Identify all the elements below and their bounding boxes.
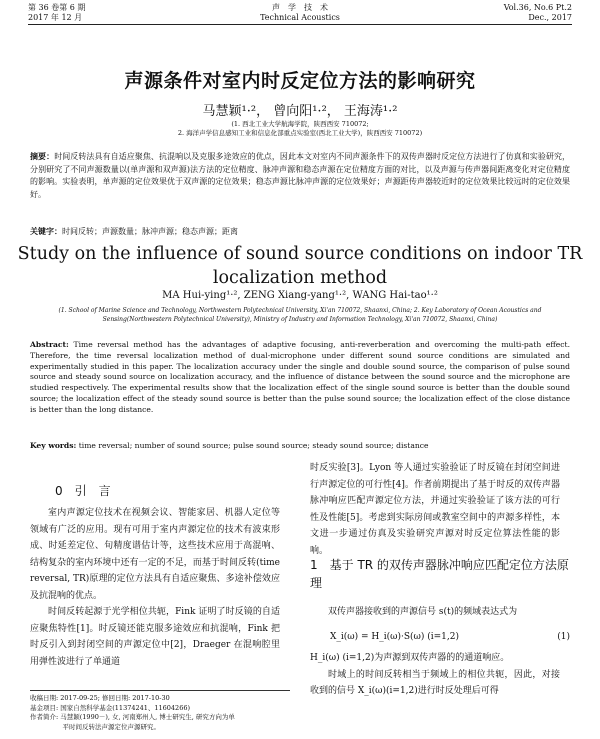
keywords-english: Key words: time reversal; number of sound source; pulse sound source; steady sound source; distance — [30, 441, 429, 450]
journal-volume-zh: 第 36 卷第 6 期 2017 年 12 月 — [28, 3, 86, 22]
title-chinese: 声源条件对室内时反定位方法的影响研究 — [124, 70, 476, 92]
abstract-chinese: 摘要：时间反转法具有自适应聚焦、抗混响以及克服多途效应的优点，因此本文对室内不同声源条件下的双传声器时反定位方法进行了仿真和实验研究，分别研究了不同声源数量以(单声源和双声源)法方法的定位精度、脉冲声源和稳态声源在定位精度方面的对比，以及声源与传声器间距离变化对定位精度的影响。实验表明，单声源的定位效果优于双声源的定位效果；稳态声源比脉冲声源的定位效果好；声源距传声器较近时的定位效果比较远时的定位效果好。 — [30, 151, 570, 199]
affiliation-english: (1. School of Marine Science and Technology, Northwestern Polytechnical University, Xi'an 710072, Shaanxi, China; 2. Key Laboratory of Ocean Acoustics and Sensing(Northwestern Polytechnical University), Ministry of Industry and Information Technology, Xi'an 710072, Shaanxi, China) — [58, 307, 542, 323]
abstract-english: Abstract: Time reversal method has the advantages of adaptive focusing, anti-reverberation and overcoming the multi-path effect. Therefore, the time reversal localization method of dual-microphone under different sound source conditions are simulated and experimentally studied in this paper. The localization accuracy under the single and double sound source, the comparison of pulse sound source and steady sound source on localization accuracy, and the influence of distance between the sound source and the microphone are studied respectively. The experimental results show that the localization effect of the single sound source is better than the double sound source; the localization effect of the steady sound source is better than the pulse sound source; the localization effect of the close distance is better than the long distance. — [30, 340, 570, 414]
paragraph: H_i(ω) (i=1,2)为声源到双传声器的的通道响应。 — [310, 653, 510, 663]
running-header — [28, 2, 572, 25]
equation-1: X_i(ω) = H_i(ω)·S(ω) (i=1,2) (1) — [330, 632, 570, 642]
paragraph: 时反实验[3]。Lyon 等人通过实验验证了时反镜在封闭空间进行声源定位的可行性[4]。作者前期提出了基于时反的双传声器脉冲响应匹配声源定位方法，并通过实验验证了该方法的可行性及性能[5]。考虑到实际房间或教室空间中的声源多样性，本文进一步通过仿真及实验研究声源对时反定位算法性能的影响。 — [310, 463, 560, 556]
section-heading-intro: 0 引 言 — [55, 484, 111, 498]
paragraph: 双传声器接收到的声源信号 s(t)的频域表达式为 — [328, 607, 518, 617]
section-heading-method: 1 基于 TR 的双传声器脉冲响应匹配定位方法原理 — [310, 558, 569, 590]
affiliation-chinese: (1. 西北工业大学航海学院，陕西西安 710072; 2. 海洋声学信息感知工业和信息化部重点实验室(西北工业大学)，陕西西安 710072) — [177, 120, 423, 137]
equation-number: (1) — [557, 632, 570, 642]
keywords-chinese: 关键字：时间反转；声源数量；脉冲声源；稳态声源；距离 — [30, 226, 238, 236]
paragraph: 时域上的时间反转相当于频域上的相位共轭，因此，对接收到的信号 X_i(ω)(i=1,2)进行时反处理后可得 — [310, 669, 560, 696]
title-english: Study on the influence of sound source conditions on indoor TR localization method — [17, 244, 583, 288]
authors-english: MA Hui-ying¹·², ZENG Xiang-yang¹·², WANG Hai-tao¹·² — [162, 290, 438, 301]
authors-chinese: 马慧颖¹·²， 曾向阳¹·²， 王海涛¹·² — [202, 104, 398, 119]
paragraph: 室内声源定位技术在视频会议、智能家居、机器人定位等领域有广泛的应用。现有可用于室内声源定位的技术有波束形成、时延差定位、旬精度谱估计等，这些技术应用于高混响、结构复杂的室内环境中还有一定的不足，而基于时间反转(time reversal, TR)原理的定位方法具有自适应聚焦、多途补偿效应及抗混响的优点。 — [30, 508, 280, 601]
footnote: 收稿日期: 2017-09-25; 修回日期: 2017-10-30 基金项目: 国家自然科学基金(11374241、11604266) 作者简介: 马慧颖(1990－), 女, 河南郑州人, 博士研究生, 研究方向为单 平时间反转法声源定位声源研究。 — [30, 690, 290, 732]
body-right-column-2 — [310, 604, 560, 621]
journal-name: 声 学 技 术 Technical Acoustics — [260, 3, 340, 22]
paragraph: 时间反转起源于光学相位共轭，Fink 证明了时反镜的自适应聚焦特性[1]。时反镜还能克服多途效应和抗混响，Fink 把时反引入到封闭空间的声源定位中[2]，Draeger 在混响腔里用弹性波进行了单通道 — [30, 607, 280, 667]
body-left-column — [30, 505, 280, 670]
body-right-column — [310, 460, 560, 559]
body-right-column-3 — [310, 650, 560, 700]
journal-volume-en: Vol.36, No.6 Pt.2 Dec., 2017 — [503, 3, 572, 22]
